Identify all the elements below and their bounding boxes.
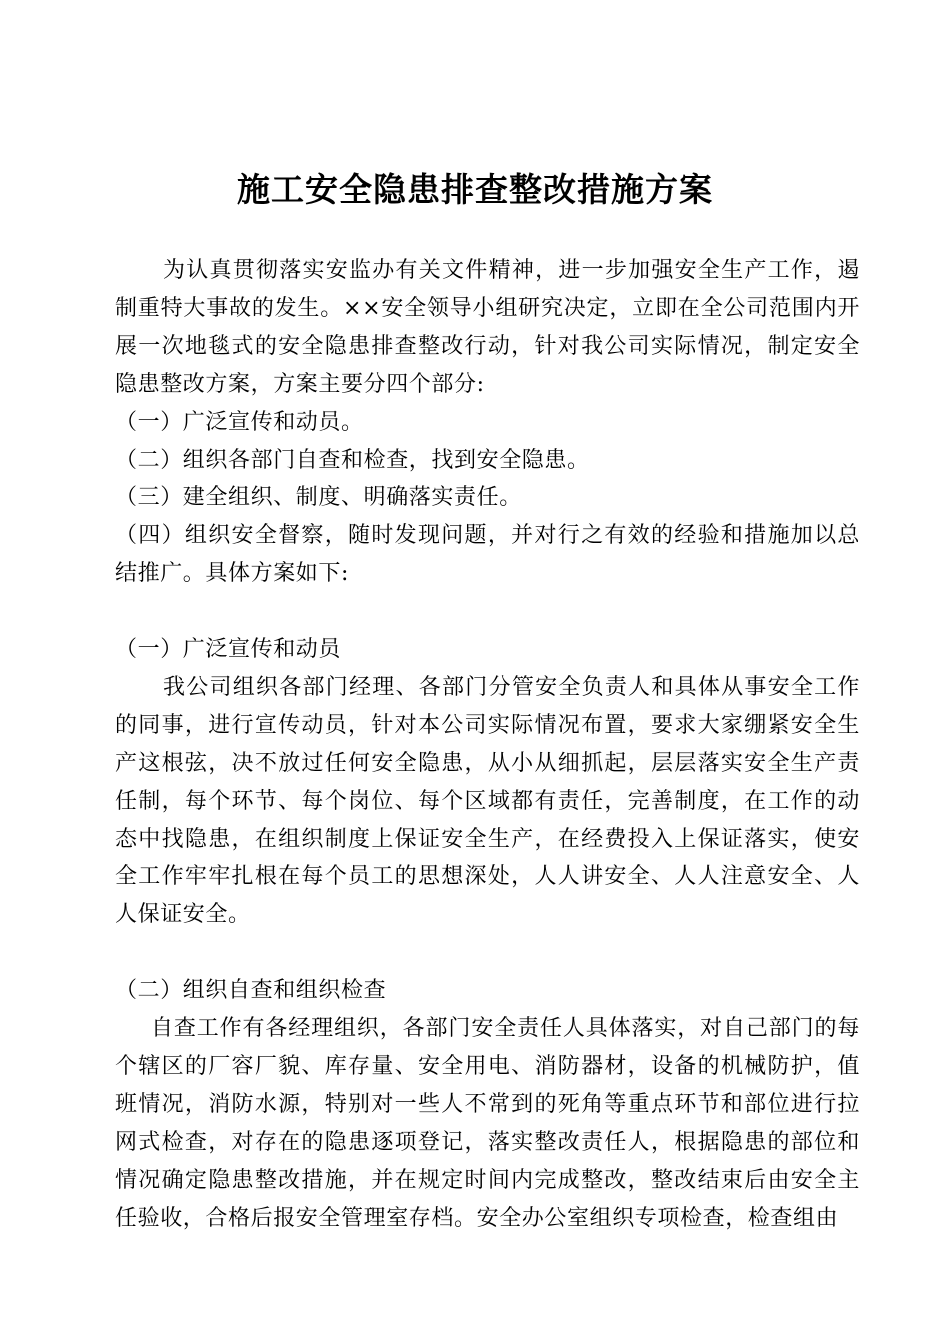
- document-body: [115, 252, 860, 1238]
- intro-paragraph: 为认真贯彻落实安监办有关文件精神，进一步加强安全生产工作，遏制重特大事故的发生。××安全领导小组研究决定，立即在全公司范围内开展一次地毯式的安全隐患排查整改行动，针对我公司实际情况，制定安全隐患整改方案，方案主要分四个部分:: [115, 258, 860, 397]
- list-item-3: （三）建全组织、制度、明确落实责任。: [115, 485, 522, 511]
- blank-line: [115, 593, 860, 631]
- section2-paragraph: 自查工作有各经理组织，各部门安全责任人具体落实，对自己部门的每个辖区的厂容厂貌、库存量、安全用电、消防器材，设备的机械防护，值班情况，消防水源，特别对一些人不常到的死角等重点环节和部位进行拉网式检查，对存在的隐患逐项登记，落实整改责任人，根据隐患的部位和情况确定隐患整改措施，并在规定时间内完成整改，整改结束后由安全主任验收，合格后报安全管理室存档。安全办公室组织专项检查，检查组由: [115, 1016, 860, 1231]
- list-item-2: （二）组织各部门自查和检查，找到安全隐患。: [115, 447, 590, 473]
- section2-heading: （二）组织自查和组织检查: [115, 978, 387, 1004]
- section1-paragraph: 我公司组织各部门经理、各部门分管安全负责人和具体从事安全工作的同事，进行宣传动员，针对本公司实际情况布置，要求大家绷紧安全生产这根弦，决不放过任何安全隐患，从小从细抓起，层层落实安全生产责任制，每个环节、每个岗位、每个区域都有责任，完善制度，在工作的动态中找隐患，在组织制度上保证安全生产，在经费投入上保证落实，使安全工作牢牢扎根在每个员工的思想深处，人人讲安全、人人注意安全、人人保证安全。: [115, 674, 860, 928]
- blank-line: [115, 934, 860, 972]
- list-item-4: （四）组织安全督察，随时发现问题，并对行之有效的经验和措施加以总结推广。具体方案如下:: [115, 523, 860, 587]
- section1-heading: （一）广泛宣传和动员: [115, 637, 342, 663]
- document-title: 施工安全隐患排查整改措施方案: [237, 170, 713, 209]
- list-item-1: （一）广泛宣传和动员。: [115, 409, 364, 435]
